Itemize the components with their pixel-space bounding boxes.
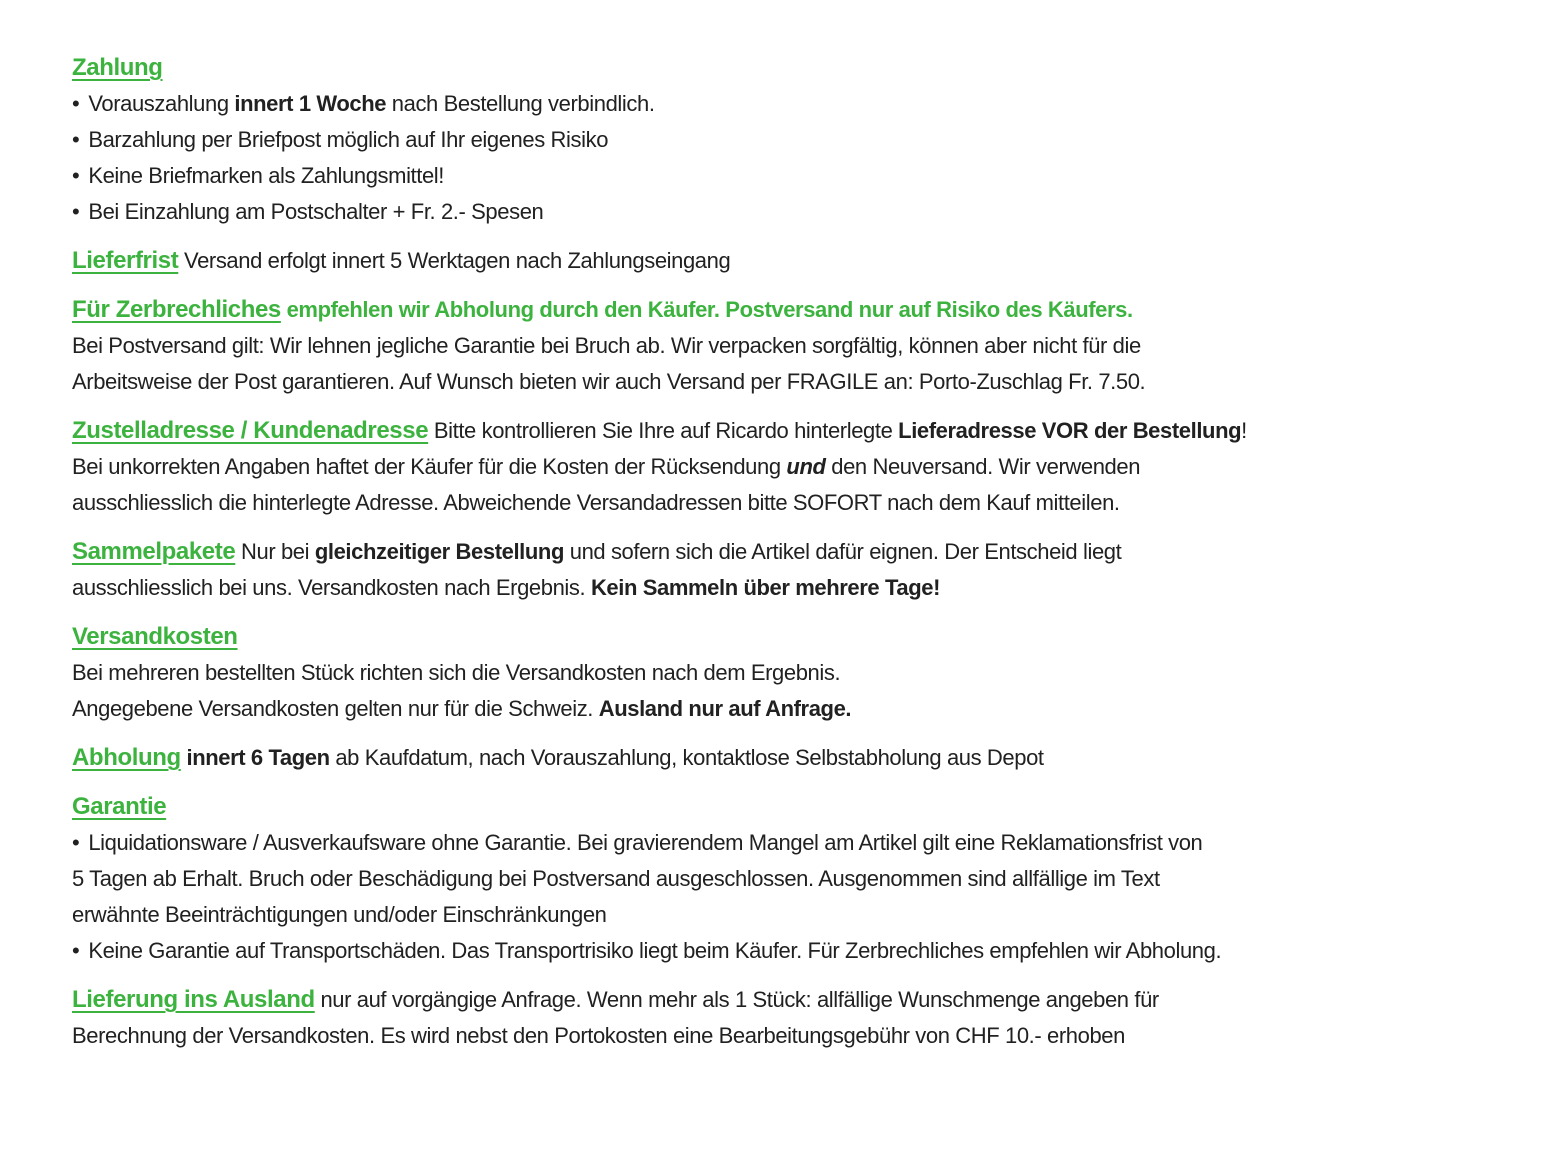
text-run: Bei Postversand gilt: Wir lehnen jegliche Garantie bei Bruch ab. Wir verpacken sorgfältig, können aber nicht für die <box>72 333 1141 358</box>
section-sammelpakete <box>72 534 1484 606</box>
text-run: ausschliesslich die hinterlegte Adresse. Abweichende Versandadressen bitte SOFORT nach dem Kauf mitteilen. <box>72 490 1120 515</box>
sammelpakete-line-1 <box>72 570 1484 606</box>
text-run: Bei mehreren bestellten Stück richten sich die Versandkosten nach dem Ergebnis. <box>72 660 841 685</box>
bullet-icon: • <box>72 938 80 963</box>
text-run: Kein Sammeln über mehrere Tage! <box>590 575 941 600</box>
text-run: Arbeitsweise der Post garantieren. Auf Wunsch bieten wir auch Versand per FRAGILE an: Porto-Zuschlag Fr. 7.50. <box>72 369 1146 394</box>
text-run: Lieferadresse VOR der Bestellung <box>898 418 1242 443</box>
section-versandkosten <box>72 619 1484 727</box>
zahlung-line-3 <box>72 158 1484 194</box>
fuer-zerbrechliches-line-2 <box>72 364 1484 400</box>
text-run: Barzahlung per Briefpost möglich auf Ihr eigenes Risiko <box>88 127 609 152</box>
zahlung-line-2 <box>72 122 1484 158</box>
lieferung-ins-ausland-heading: Lieferung ins Ausland <box>72 986 315 1013</box>
text-run: erwähnte Beeinträchtigungen und/oder Einschränkungen <box>72 902 607 927</box>
text-run: nur auf vorgängige Anfrage. Wenn mehr als 1 Stück: allfällige Wunschmenge angeben für <box>314 987 1159 1012</box>
text-run: den Neuversand. Wir verwenden <box>825 454 1141 479</box>
lieferfrist-heading: Lieferfrist <box>72 247 179 274</box>
text-run: innert 6 Tagen <box>186 745 330 770</box>
text-run: Ausland nur auf Anfrage. <box>598 696 852 721</box>
text-run: Vorauszahlung <box>88 91 235 116</box>
garantie-line-0 <box>72 789 1484 825</box>
zahlung-line-4 <box>72 194 1484 230</box>
section-lieferfrist <box>72 243 1484 279</box>
text-run: nach Bestellung verbindlich. <box>386 91 655 116</box>
fuer-zerbrechliches-heading: Für Zerbrechliches <box>72 296 281 323</box>
abholung-line-0 <box>72 740 1484 776</box>
versandkosten-line-2 <box>72 691 1484 727</box>
section-fuer-zerbrechliches <box>72 292 1484 400</box>
text-run: innert 1 Woche <box>234 91 387 116</box>
zustelladresse-line-1 <box>72 449 1484 485</box>
fuer-zerbrechliches-line-0 <box>72 292 1484 328</box>
garantie-line-4 <box>72 933 1484 969</box>
bullet-icon: • <box>72 830 80 855</box>
section-zahlung <box>72 50 1484 230</box>
versandkosten-heading: Versandkosten <box>72 623 238 650</box>
lieferfrist-line-0 <box>72 243 1484 279</box>
section-abholung <box>72 740 1484 776</box>
text-run: ab Kaufdatum, nach Vorauszahlung, kontaktlose Selbstabholung aus Depot <box>329 745 1044 770</box>
garantie-line-2 <box>72 861 1484 897</box>
text-run: ausschliesslich bei uns. Versandkosten nach Ergebnis. <box>72 575 591 600</box>
lieferung-ins-ausland-line-1 <box>72 1018 1484 1054</box>
text-run: Keine Garantie auf Transportschäden. Das Transportrisiko liegt beim Käufer. Für Zerbrechliches empfehlen wir Abholung. <box>88 938 1222 963</box>
bullet-icon: • <box>72 91 80 116</box>
text-run: und <box>786 454 826 479</box>
fuer-zerbrechliches-line-1 <box>72 328 1484 364</box>
zahlung-line-0 <box>72 50 1484 86</box>
text-run: Versand erfolgt innert 5 Werktagen nach Zahlungseingang <box>178 248 731 273</box>
zahlung-heading: Zahlung <box>72 54 163 81</box>
text-run: Angegebene Versandkosten gelten nur für die Schweiz. <box>72 696 599 721</box>
abholung-heading: Abholung <box>72 744 181 771</box>
section-zustelladresse <box>72 413 1484 521</box>
bullet-icon: • <box>72 127 80 152</box>
text-run: ! <box>1241 418 1247 443</box>
section-garantie <box>72 789 1484 969</box>
versandkosten-line-0 <box>72 619 1484 655</box>
text-run: Keine Briefmarken als Zahlungsmittel! <box>88 163 445 188</box>
zustelladresse-line-0 <box>72 413 1484 449</box>
text-run: Nur bei <box>235 539 315 564</box>
text-run: Bitte kontrollieren Sie Ihre auf Ricardo hinterlegte <box>428 418 899 443</box>
text-run: 5 Tagen ab Erhalt. Bruch oder Beschädigung bei Postversand ausgeschlossen. Ausgenommen sind allfällige im Text <box>72 866 1160 891</box>
lieferung-ins-ausland-line-0 <box>72 982 1484 1018</box>
text-run: empfehlen wir Abholung durch den Käufer. Postversand nur auf Risiko des Käufers. <box>286 297 1133 322</box>
zustelladresse-heading: Zustelladresse / Kundenadresse <box>72 417 429 444</box>
sammelpakete-heading: Sammelpakete <box>72 538 236 565</box>
bullet-icon: • <box>72 199 80 224</box>
text-run: und sofern sich die Artikel dafür eignen. Der Entscheid liegt <box>564 539 1122 564</box>
text-run: Bei Einzahlung am Postschalter + Fr. 2.- Spesen <box>88 199 544 224</box>
sammelpakete-line-0 <box>72 534 1484 570</box>
garantie-line-1 <box>72 825 1484 861</box>
garantie-heading: Garantie <box>72 793 167 820</box>
section-lieferung-ins-ausland <box>72 982 1484 1054</box>
text-run: gleichzeitiger Bestellung <box>314 539 565 564</box>
text-run: Bei unkorrekten Angaben haftet der Käufer für die Kosten der Rücksendung <box>72 454 787 479</box>
zahlung-line-1 <box>72 86 1484 122</box>
text-run: Berechnung der Versandkosten. Es wird nebst den Portokosten eine Bearbeitungsgebühr von CHF 10.- erhoben <box>72 1023 1125 1048</box>
zustelladresse-line-2 <box>72 485 1484 521</box>
bullet-icon: • <box>72 163 80 188</box>
versandkosten-line-1 <box>72 655 1484 691</box>
text-run: Liquidationsware / Ausverkaufsware ohne Garantie. Bei gravierendem Mangel am Artikel gilt eine Reklamationsfrist von <box>88 830 1203 855</box>
garantie-line-3 <box>72 897 1484 933</box>
